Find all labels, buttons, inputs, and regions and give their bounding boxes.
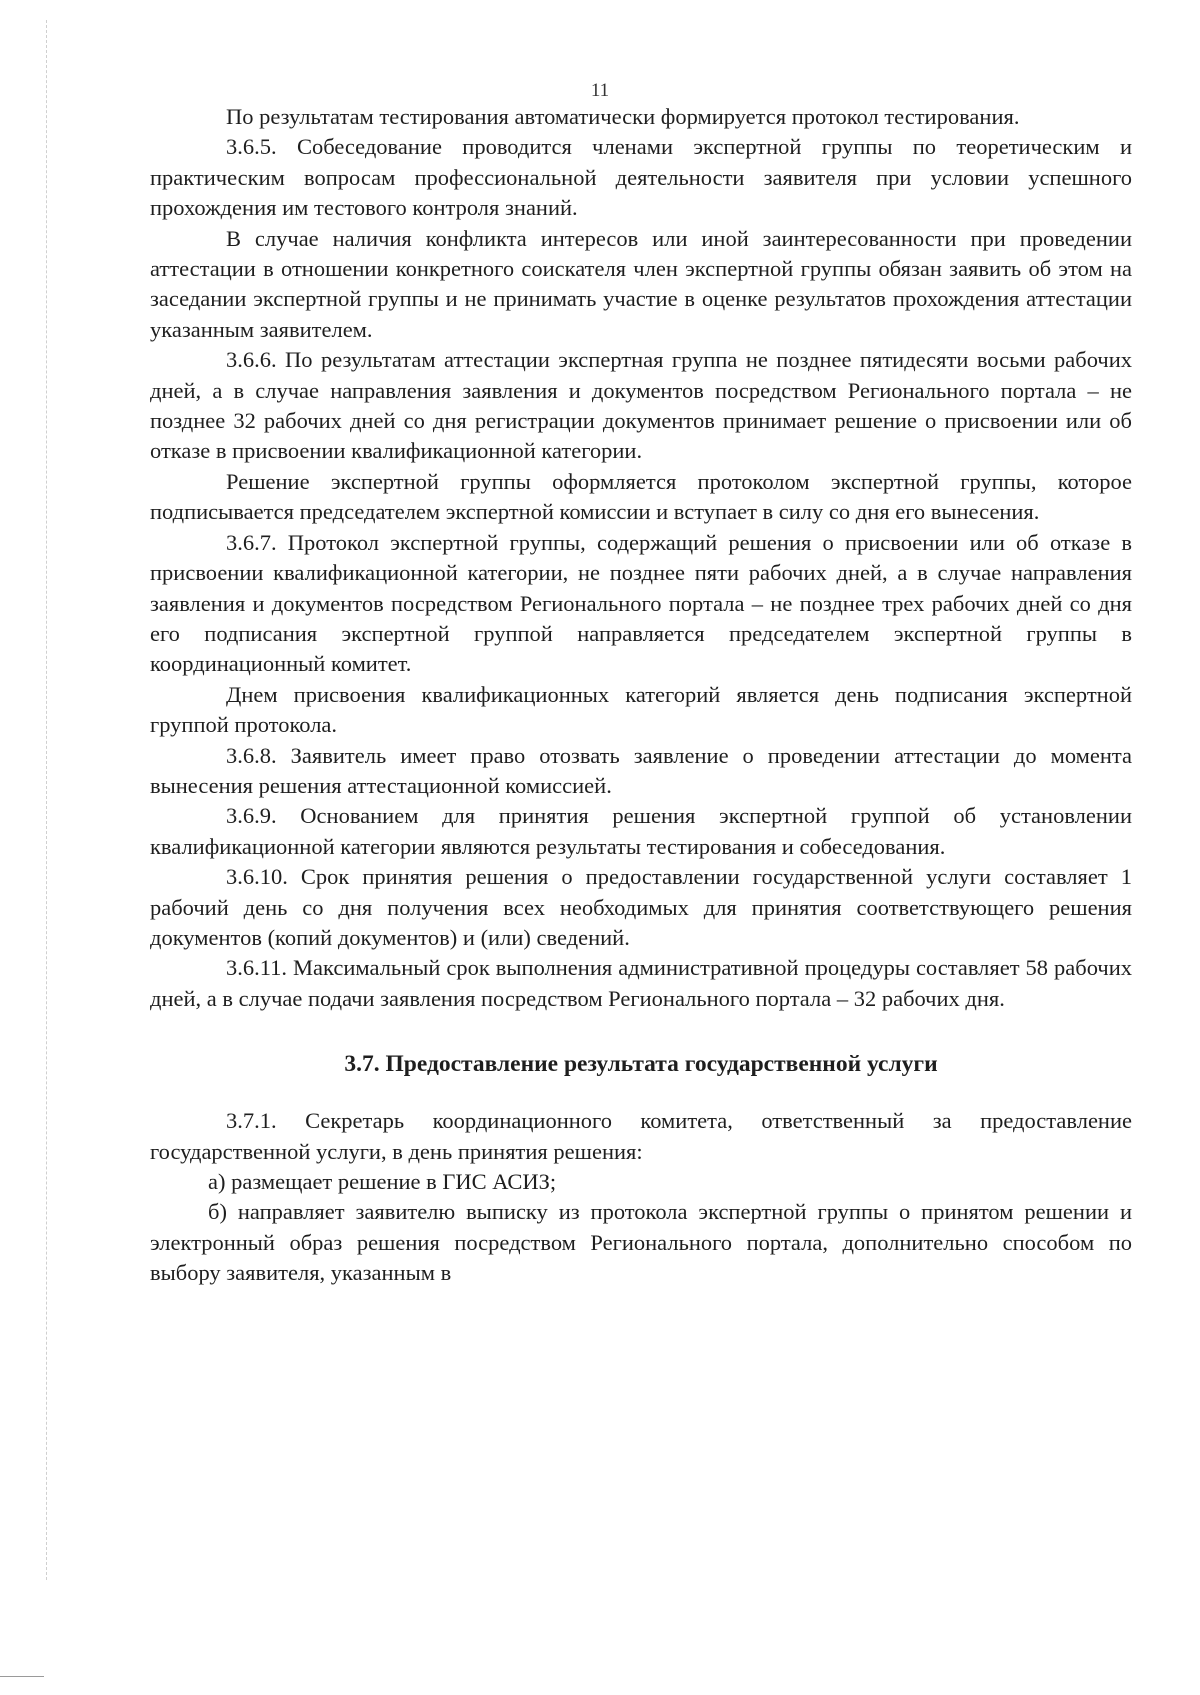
paragraph: Решение экспертной группы оформляется протоколом экспертной группы, которое подписывается председателем экспертной комиссии и вступает в силу со дня его вынесения. (150, 468, 1132, 525)
paragraph: 3.6.7. Протокол экспертной группы, содержащий решения о присвоении или об отказе в присвоении квалификационной категории, не позднее пяти рабочих дней, а в случае направления заявления и документов посредством Регионального портала – не позднее трех рабочих дней со дня его подписания экспертной группой направляется председателем экспертной группы в координационный комитет. (150, 529, 1132, 677)
paragraph: 3.6.8. Заявитель имеет право отозвать заявление о проведении аттестации до момента вынесения решения аттестационной комиссией. (150, 742, 1132, 798)
list-item: б) направляет заявителю выписку из протокола экспертной группы о принятом решении и электронный образ решения посредством Регионального портала, дополнительно способом по выбору заявителя, указанным в (150, 1199, 1132, 1286)
section-heading: 3.7. Предоставление результата государственной услуги (344, 1051, 938, 1078)
margin-gutter-line (46, 20, 47, 1580)
paragraph: Днем присвоения квалификационных категорий является день подписания экспертной группой протокола. (150, 681, 1132, 738)
document-body (150, 102, 1132, 1289)
page-number: 11 (590, 80, 610, 101)
paragraph: 3.6.6. По результатам аттестации экспертная группа не позднее пятидесяти восьми рабочих дней, а в случае направления заявления и документов посредством Регионального портала – не позднее 32 рабочих дней со дня регистрации документов принимает решение о присвоении или об отказе в присвоении квалификационной категории. (150, 347, 1132, 464)
paragraph: В случае наличия конфликта интересов или иной заинтересованности при проведении аттестации в отношении конкретного соискателя член экспертной группы обязан заявить об этом на заседании экспертной группы и не принимать участие в оценке результатов прохождения аттестации указанным заявителем. (150, 225, 1132, 342)
list-item: а) размещает решение в ГИС АСИЗ; (208, 1169, 557, 1194)
corner-scan-mark (0, 1676, 44, 1677)
paragraph: 3.6.5. Собеседование проводится членами экспертной группы по теоретическим и практическим вопросам профессиональной деятельности заявителя при условии успешного прохождения им тестового контроля знаний. (150, 134, 1132, 221)
paragraph: 3.6.10. Срок принятия решения о предоставлении государственной услуги составляет 1 рабочий день со дня получения всех необходимых для принятия соответствующего решения документов (копий документов) и (или) сведений. (150, 864, 1132, 950)
paragraph: 3.6.11. Максимальный срок выполнения административной процедуры составляет 58 рабочих дней, а в случае подачи заявления посредством Регионального портала – 32 рабочих дня. (150, 955, 1132, 1011)
paragraph: 3.6.9. Основанием для принятия решения экспертной группой об установлении квалификационной категории являются результаты тестирования и собеседования. (150, 803, 1132, 859)
paragraph: По результатам тестирования автоматически формируется протокол тестирования. (226, 104, 1020, 129)
paragraph: 3.7.1. Секретарь координационного комитета, ответственный за предоставление государственной услуги, в день принятия решения: (150, 1108, 1132, 1164)
